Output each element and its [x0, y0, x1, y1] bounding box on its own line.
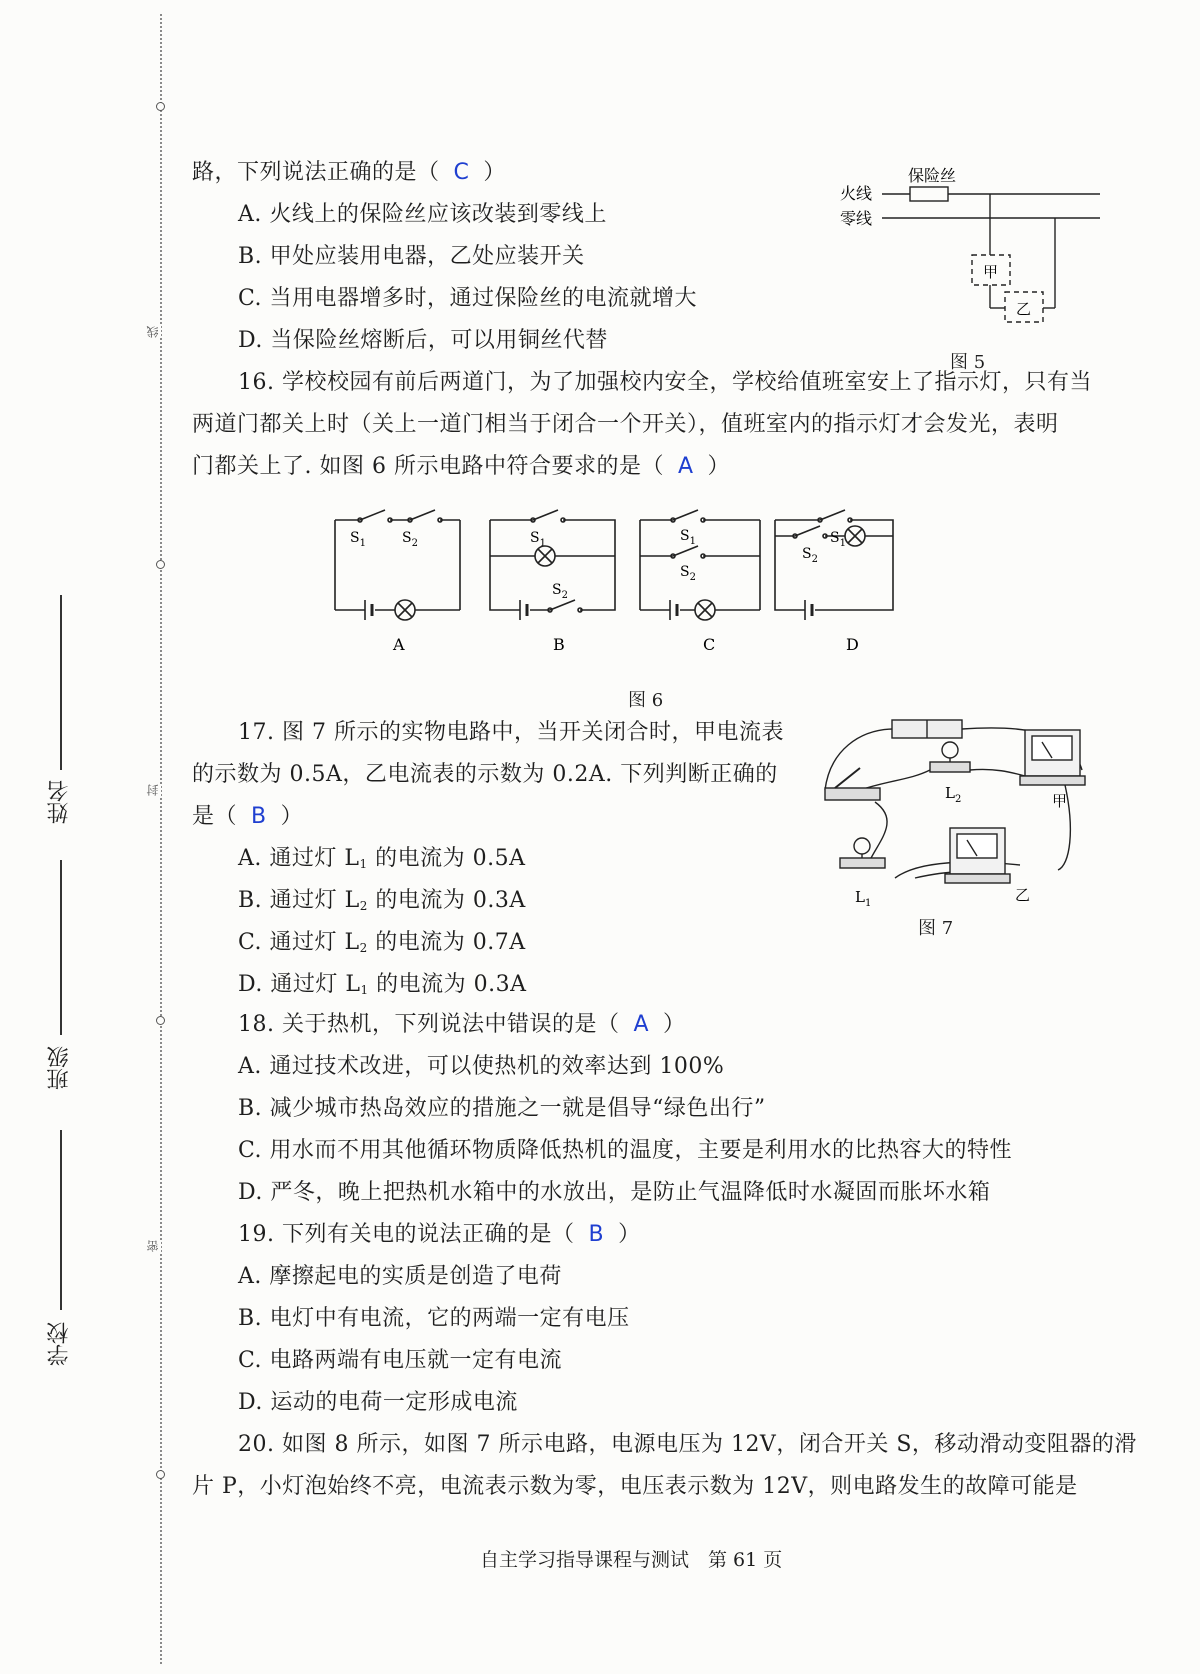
figure-7-caption: 图 7: [918, 918, 954, 939]
q17-line-2: 的示数为 0.5A，乙电流表的示数为 0.2A. 下列判断正确的: [192, 762, 778, 787]
q18-option-d: D. 严冬，晚上把热机水箱中的水放出，是防止气温降低时水凝固而胀坏水箱: [238, 1180, 991, 1205]
svg-text:S1: $S_1$: [680, 528, 696, 547]
q16-line-3: 门都关上了. 如图 6 所示电路中符合要求的是（ A ）: [192, 454, 731, 479]
fig6-circuit-b: [490, 510, 615, 620]
svg-text:S2: $S_2$: [552, 582, 568, 601]
fig6-circuit-a: [335, 510, 460, 620]
q19-option-c: C. 电路两端有电压就一定有电流: [238, 1348, 563, 1373]
q15-option-b: B. 甲处应装用电器，乙处应装开关: [238, 244, 585, 269]
svg-text:L1: $L_1$: [855, 888, 872, 909]
q18-answer: A: [633, 1012, 650, 1037]
q17-line-1: 17. 图 7 所示的实物电路中，当开关闭合时，甲电流表: [238, 720, 784, 745]
q18-option-a: A. 通过技术改进，可以使热机的效率达到 100%: [238, 1054, 725, 1079]
q19-option-b: B. 电灯中有电流，它的两端一定有电压: [238, 1306, 630, 1331]
q15-stem: 路，下列说法正确的是（ C ）: [192, 160, 506, 185]
fig6-label-d: D: [846, 635, 859, 654]
q17-answer: B: [251, 804, 267, 829]
q17-option-a: A. 通过灯 $L_1$ 的电流为 0.5A: [238, 846, 526, 871]
q17-option-d: D. 通过灯 $L_1$ 的电流为 0.3A: [238, 972, 527, 997]
q15-option-d: D. 当保险丝熔断后，可以用铜丝代替: [238, 328, 608, 353]
svg-text:S1: $S_1$: [830, 530, 846, 549]
q16-line-2: 两道门都关上时（关上一道门相当于闭合一个开关），值班室内的指示灯才会发光，表明: [192, 412, 1059, 437]
fig5-fuse-label: 保险丝: [908, 166, 957, 185]
figure-5-caption: 图 5: [950, 352, 986, 373]
school-underline: [60, 1130, 62, 1310]
figure-5-circuit: [840, 160, 1110, 330]
svg-text:L2: $L_2$: [945, 784, 962, 805]
binding-hole: [156, 1016, 165, 1025]
binding-mark-line: 线: [146, 326, 160, 338]
q19-stem: 19. 下列有关电的说法正确的是（ B ）: [238, 1222, 641, 1247]
page-footer: 自主学习指导课程与测试 第 61 页: [480, 1549, 783, 1571]
binding-hole: [156, 560, 165, 569]
q20-line-2: 片 P，小灯泡始终不亮，电流表示数为零，电压表示数为 12V，则电路发生的故障可能是: [192, 1474, 1078, 1499]
fig6-label-c: C: [703, 635, 716, 654]
binding-mark-seal: 封: [146, 784, 160, 796]
q15-option-c: C. 当用电器增多时，通过保险丝的电流就增大: [238, 286, 698, 311]
q19-answer: B: [588, 1222, 605, 1247]
figure-7-physical-circuit: [820, 710, 1110, 920]
fig7-ammeter-jia-label: 甲: [1052, 792, 1068, 810]
q17-line-3: 是（ B ）: [192, 804, 304, 829]
fig5-live-label: 火线: [840, 184, 873, 203]
svg-text:S2: $S_2$: [402, 530, 418, 549]
q15-answer: C: [453, 160, 470, 185]
fig6-label-a: A: [393, 635, 405, 654]
fig6-circuit-c: [640, 510, 760, 620]
q18-option-c: C. 用水而不用其他循环物质降低热机的温度，主要是利用水的比热容大的特性: [238, 1138, 1013, 1163]
class-underline: [60, 860, 62, 1035]
fig6-label-b: B: [553, 635, 565, 654]
q19-option-a: A. 摩擦起电的实质是创造了电荷: [238, 1264, 562, 1289]
svg-text:S1: $S_1$: [530, 530, 546, 549]
q20-line-1: 20. 如图 8 所示，如图 7 所示电路，电源电压为 12V，闭合开关 S，移动滑动变阻器的滑: [238, 1432, 1137, 1457]
binding-mark-dense: 密: [146, 1240, 160, 1252]
fig6-circuit-d: [775, 510, 893, 620]
q19-option-d: D. 运动的电荷一定形成电流: [238, 1390, 518, 1415]
name-underline: [60, 595, 62, 770]
q16-line-1: 16. 学校校园有前后两道门，为了加强校内安全，学校给值班室安上了指示灯，只有当: [238, 370, 1092, 395]
svg-text:S1: $S_1$: [350, 530, 366, 549]
binding-hole: [156, 102, 165, 111]
name-label: 姓名: [47, 780, 72, 824]
fig5-box-yi: 乙: [1016, 300, 1032, 318]
q17-option-c: C. 通过灯 $L_2$ 的电流为 0.7A: [238, 930, 526, 955]
svg-text:S2: $S_2$: [680, 564, 696, 583]
figure-6-circuits: [320, 500, 960, 660]
q18-stem: 18. 关于热机，下列说法中错误的是（ A ）: [238, 1012, 686, 1037]
q16-answer: A: [677, 454, 694, 479]
figure-6-caption: 图 6: [628, 690, 664, 711]
fig5-box-jia: 甲: [983, 263, 999, 281]
q17-option-b: B. 通过灯 $L_2$ 的电流为 0.3A: [238, 888, 526, 913]
q18-option-b: B. 减少城市热岛效应的措施之一就是倡导“绿色出行”: [238, 1096, 766, 1121]
q15-option-a: A. 火线上的保险丝应该改装到零线上: [238, 202, 607, 227]
fig5-neutral-label: 零线: [840, 209, 873, 228]
class-label: 班级: [47, 1046, 72, 1090]
binding-hole: [156, 1470, 165, 1479]
school-label: 学校: [47, 1322, 72, 1366]
fig7-ammeter-yi-label: 乙: [1015, 886, 1031, 904]
svg-text:S2: $S_2$: [802, 546, 818, 565]
binding-dotted-line: [160, 14, 162, 1664]
